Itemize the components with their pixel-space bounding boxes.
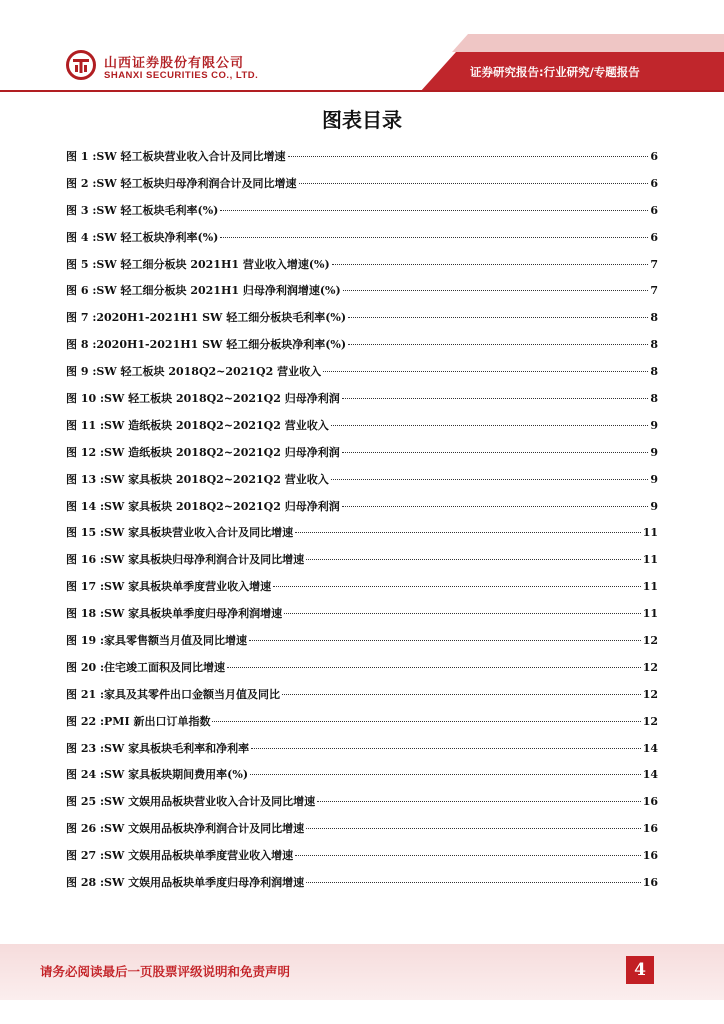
toc-leader-dots [342,506,649,507]
toc-title: SW 家具板块毛利率和净利率 [104,741,250,755]
toc-title: SW 轻工板块 2018Q2~2021Q2 归母净利润 [104,392,340,406]
toc-page-number: 11 [642,553,658,567]
toc-leader-dots [306,882,641,883]
toc-entry[interactable] [66,202,658,229]
toc-leader-dots [250,774,641,775]
toc-label: 图 17 : [66,580,105,594]
toc-page-number: 16 [642,795,658,809]
page-title: 图表目录 [322,108,402,132]
toc-title: SW 轻工板块净利率(%) [96,230,219,244]
toc-page-number: 16 [642,849,658,863]
toc-label: 图 8 : [66,338,97,352]
toc-page-number: 16 [642,876,658,890]
toc-page-number: 14 [642,741,658,755]
toc-title: SW 家具板块单季度归母净利润增速 [104,607,283,621]
toc-leader-dots [348,317,648,318]
toc-entry[interactable] [66,578,658,605]
toc-entry[interactable] [66,686,658,713]
toc-title: PMI 新出口订单指数 [104,714,211,728]
toc-title: 住宅竣工面积及同比增速 [104,660,226,674]
toc-leader-dots [317,801,641,802]
toc-label: 图 14 : [66,499,105,513]
toc-label: 图 2 : [66,176,97,190]
toc-page-number: 12 [642,714,658,728]
toc-entry[interactable] [66,793,658,820]
toc-title: SW 家具板块期间费用率(%) [104,768,249,782]
toc-entry[interactable] [66,282,658,309]
toc-entry[interactable] [66,175,658,202]
toc-page-number: 11 [642,526,658,540]
toc-label: 图 25 : [66,795,105,809]
page-number: 4 [626,956,654,984]
company-logo-icon [66,50,96,80]
toc-title: SW 轻工板块归母净利润合计及同比增速 [96,176,297,190]
toc-page-number: 6 [650,203,658,217]
toc-title: SW 轻工板块营业收入合计及同比增速 [96,150,286,163]
toc-page-number: 11 [642,580,658,594]
toc-page-number: 6 [650,150,658,163]
report-header [0,0,724,92]
toc-title: SW 文娱用品板块单季度归母净利润增速 [104,876,305,890]
toc-leader-dots [282,694,641,695]
toc-leader-dots [306,559,641,560]
toc-title: SW 家具板块 2018Q2~2021Q2 归母净利润 [104,499,340,513]
toc-page-number: 7 [650,257,658,271]
toc-page-number: 8 [650,365,658,379]
toc-page-number: 8 [650,338,658,352]
toc-label: 图 13 : [66,472,105,486]
toc-label: 图 3 : [66,203,97,217]
toc-label: 图 24 : [66,768,105,782]
toc-leader-dots [343,290,649,291]
toc-entry[interactable] [66,498,658,525]
toc-entry[interactable] [66,847,658,874]
toc-leader-dots [306,828,641,829]
toc-entry[interactable] [66,390,658,417]
toc-leader-dots [251,748,641,749]
company-name-en: SHANXI SECURITIES CO., LTD. [104,70,259,81]
toc-page-number: 9 [650,472,658,486]
toc-leader-dots [332,264,649,265]
figure-list [66,148,658,901]
toc-page-number: 6 [650,176,658,190]
toc-entry[interactable] [66,766,658,793]
toc-label: 图 6 : [66,284,97,298]
toc-leader-dots [299,183,649,184]
toc-label: 图 21 : [66,687,105,701]
toc-page-number: 11 [642,607,658,621]
toc-title: SW 造纸板块 2018Q2~2021Q2 营业收入 [104,418,329,432]
toc-title: SW 轻工细分板块 2021H1 归母净利润增速(%) [96,284,341,298]
toc-leader-dots [288,156,649,157]
toc-entry[interactable] [66,148,658,175]
toc-leader-dots [227,667,641,668]
toc-page-number: 6 [650,230,658,244]
toc-page-number: 12 [642,660,658,674]
toc-page-number: 7 [650,284,658,298]
toc-label: 图 28 : [66,876,105,890]
report-type-label: 证券研究报告:行业研究/专题报告 [470,65,640,79]
toc-leader-dots [342,398,649,399]
toc-entry[interactable] [66,417,658,444]
toc-entry[interactable] [66,229,658,256]
toc-title: SW 轻工细分板块 2021H1 营业收入增速(%) [96,257,330,271]
toc-label: 图 9 : [66,365,97,379]
toc-leader-dots [295,855,641,856]
toc-title: SW 家具板块营业收入合计及同比增速 [104,526,294,540]
toc-label: 图 10 : [66,392,105,406]
toc-entry[interactable] [66,444,658,471]
toc-label: 图 7 : [66,311,97,325]
toc-leader-dots [348,344,648,345]
toc-label: 图 26 : [66,822,105,836]
toc-leader-dots [295,532,641,533]
toc-label: 图 23 : [66,741,105,755]
toc-entry[interactable] [66,820,658,847]
toc-page-number: 9 [650,418,658,432]
toc-page-number: 16 [642,822,658,836]
toc-entry[interactable] [66,632,658,659]
toc-leader-dots [331,479,649,480]
toc-page-number: 9 [650,445,658,459]
toc-label: 图 27 : [66,849,105,863]
toc-leader-dots [249,640,641,641]
toc-entry[interactable] [66,874,658,901]
toc-title: 2020H1-2021H1 SW 轻工细分板块毛利率(%) [96,311,347,325]
toc-page-number: 12 [642,687,658,701]
toc-entry[interactable] [66,713,658,740]
toc-entry[interactable] [66,336,658,363]
toc-leader-dots [331,425,649,426]
toc-leader-dots [220,210,648,211]
toc-label: 图 16 : [66,553,105,567]
toc-title: SW 文娱用品板块营业收入合计及同比增速 [104,795,316,809]
toc-leader-dots [342,452,649,453]
toc-entry[interactable] [66,524,658,551]
toc-page-number: 8 [650,311,658,325]
toc-entry[interactable] [66,471,658,498]
toc-label: 图 20 : [66,660,105,674]
toc-leader-dots [323,371,648,372]
toc-label: 图 18 : [66,607,105,621]
disclaimer-text: 请务必阅读最后一页股票评级说明和免责声明 [40,964,291,979]
toc-label: 图 11 : [66,418,105,432]
toc-label: 图 4 : [66,230,97,244]
toc-label: 图 15 : [66,526,105,540]
toc-entry[interactable] [66,605,658,632]
toc-title: 家具零售额当月值及同比增速 [104,634,248,648]
toc-title: SW 文娱用品板块净利润合计及同比增速 [104,822,305,836]
toc-title: SW 文娱用品板块单季度营业收入增速 [104,849,294,863]
toc-label: 图 19 : [66,634,105,648]
toc-entry[interactable] [66,363,658,390]
toc-entry[interactable] [66,740,658,767]
toc-page-number: 8 [650,392,658,406]
toc-label: 图 1 : [66,150,97,163]
toc-entry[interactable] [66,256,658,283]
toc-page-number: 12 [642,634,658,648]
toc-entry[interactable] [66,309,658,336]
toc-leader-dots [284,613,641,614]
toc-title: 家具及其零件出口金额当月值及同比 [104,687,281,701]
toc-entry[interactable] [66,551,658,578]
toc-leader-dots [220,237,648,238]
toc-title: SW 家具板块单季度营业收入增速 [104,580,272,594]
toc-leader-dots [212,721,640,722]
toc-title: 2020H1-2021H1 SW 轻工细分板块净利率(%) [96,338,347,352]
toc-title: SW 轻工板块毛利率(%) [96,203,219,217]
toc-title: SW 家具板块 2018Q2~2021Q2 营业收入 [104,472,329,486]
toc-label: 图 5 : [66,257,97,271]
toc-title: SW 轻工板块 2018Q2~2021Q2 营业收入 [96,365,322,379]
toc-title: SW 造纸板块 2018Q2~2021Q2 归母净利润 [104,445,340,459]
toc-entry[interactable] [66,659,658,686]
toc-page-number: 14 [642,768,658,782]
toc-page-number: 9 [650,499,658,513]
company-name-cn: 山西证券股份有限公司 [104,56,245,71]
toc-label: 图 22 : [66,714,105,728]
toc-leader-dots [273,586,641,587]
toc-title: SW 家具板块归母净利润合计及同比增速 [104,553,305,567]
toc-label: 图 12 : [66,445,105,459]
